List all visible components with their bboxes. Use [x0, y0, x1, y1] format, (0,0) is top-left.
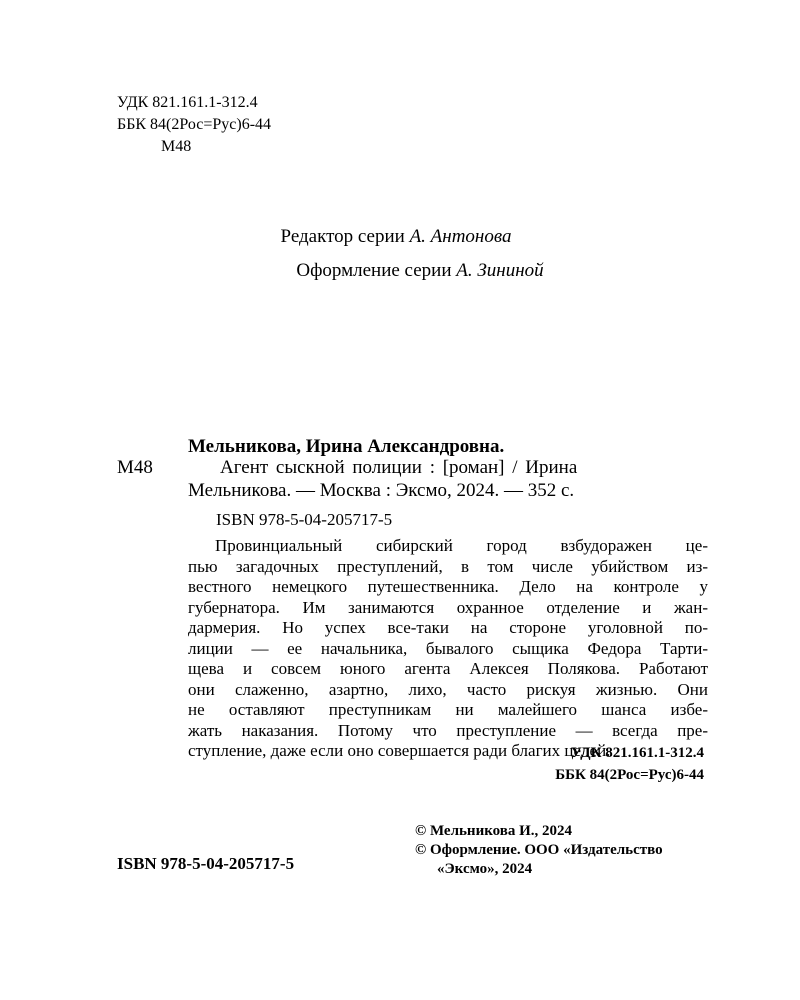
bottom-catalog-codes: [555, 742, 704, 786]
record-isbn: ISBN 978-5-04-205717-5: [216, 510, 393, 529]
copyright-publisher: «Эксмо», 2024: [437, 861, 533, 877]
bottom-bbk-code: ББК 84(2Рос=Рус)6-44: [555, 767, 704, 783]
annotation-line: они слаженно, азартно, лихо, часто рискуя жизнью. Они: [188, 679, 708, 699]
series-editor-label: Редактор серии: [280, 226, 410, 247]
annotation: [188, 536, 708, 762]
series-design: [20, 260, 800, 282]
annotation-line: ступление, даже если оно совершается ради благих целей.: [188, 741, 611, 760]
record-author: Мельникова, Ирина Александровна.: [188, 436, 505, 457]
bbk-code: ББК 84(2Рос=Рус)6-44: [117, 116, 272, 133]
bottom-udk-code: УДК 821.161.1-312.4: [570, 745, 704, 761]
annotation-line: пью загадочных преступлений, в том числе убийством из-: [188, 556, 708, 576]
catalog-block: [117, 92, 271, 158]
annotation-line: щева и совсем юного агента Алексея Полякова. Работают: [188, 659, 708, 678]
isbn-bottom: ISBN 978-5-04-205717-5: [117, 854, 295, 873]
annotation-line: Провинциальный сибирский город взбудоражен це-: [215, 536, 708, 555]
annotation-line: лиции — ее начальника, бывалого сыщика Федора Тарти-: [188, 638, 708, 658]
copyright-block: [415, 822, 663, 879]
annotation-line: вестного немецкого путешественника. Дело на контроле у: [188, 577, 708, 596]
annotation-line: губернатора. Им занимаются охранное отделение и жан-: [188, 597, 708, 617]
record-author-mark: М48: [117, 457, 153, 478]
author-mark: М48: [161, 138, 192, 155]
annotation-line: жать наказания. Потому что преступление — всегда пре-: [188, 720, 708, 740]
annotation-line: дармерия. Но успех все-таки на стороне уголовной по-: [188, 618, 708, 637]
annotation-line: не оставляют преступникам ни малейшего шанса избе-: [188, 700, 708, 719]
series-editor: [0, 226, 796, 248]
series-design-name: А. Зининой: [456, 260, 544, 281]
series-design-label: Оформление серии: [296, 260, 457, 281]
copyright-author: © Мельникова И., 2024: [415, 823, 573, 839]
record-title-line-2: Мельникова. — Москва : Эксмо, 2024. — 352 с.: [188, 480, 575, 501]
record-title-line-1: Агент сыскной полиции : [роман] / Ирина: [220, 457, 578, 478]
copyright-design: © Оформление. ООО «Издательство: [415, 842, 663, 858]
series-editor-name: А. Антонова: [409, 226, 512, 247]
udk-code: УДК 821.161.1-312.4: [117, 94, 258, 111]
